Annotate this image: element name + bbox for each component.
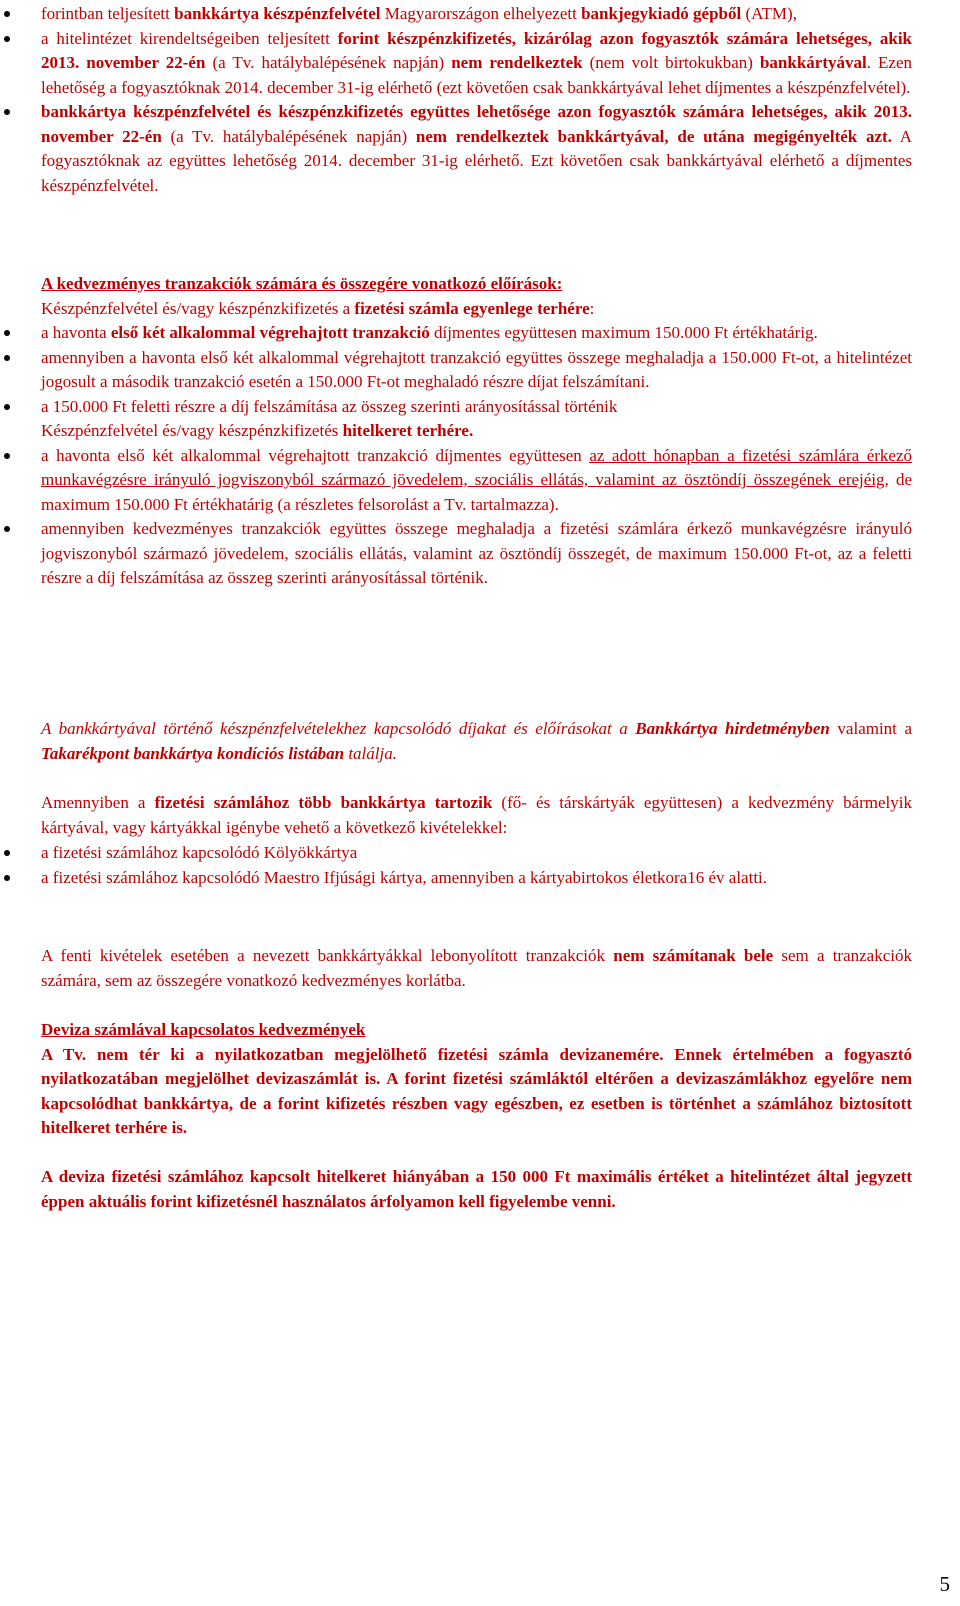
list-item [0, 841, 936, 866]
bullet-list-rules [0, 321, 936, 591]
text-run: fizetési számla egyenlege terhére [354, 298, 590, 318]
text-run: a havonta [41, 323, 111, 342]
text-run: forintban teljesített [41, 4, 175, 23]
text-run: a 150.000 Ft feletti részre a díj felszámítása az összeg szerinti arányosítással történik [41, 396, 618, 416]
list-item [0, 395, 936, 444]
text-run: a fizetési számlához kapcsolódó Maestro Ifjúsági kártya, amennyiben a kártyabirtokos életkora16 év alatti. [41, 867, 768, 887]
exceptions-paragraph [0, 944, 936, 993]
list-item [0, 2, 936, 27]
bullet-icon [4, 355, 10, 361]
text-run: valamint a [829, 719, 912, 738]
bullet-icon [4, 11, 10, 17]
list-item [0, 866, 936, 891]
text-run: (ATM), [741, 4, 797, 23]
section-transaction-rules [0, 272, 936, 321]
list-item [0, 444, 936, 518]
text-run: fizetési számlához több bankkártya tartozik [154, 793, 493, 812]
text-run: nem számítanak bele [613, 946, 774, 965]
text-run: : [589, 298, 595, 318]
multi-card-paragraph [0, 791, 936, 840]
text-run: (a Tv. hatálybalépésének napján) [205, 53, 452, 72]
text-run: a havonta első két alkalommal végrehajtott tranzakció díjmentes együttesen [41, 445, 590, 465]
text-run: munkavégzésre irányuló jogviszonyból származó jövedelem, szociális ellátás, valamint az ösztöndíj összegének erejéig, [41, 470, 889, 489]
text-run: Amennyiben a [41, 793, 155, 812]
text-run: a hitelintézet kirendeltségeiben teljesített [41, 28, 338, 48]
text-run: A bankkártyával történő készpénzfelvételekhez kapcsolódó díjakat és előírásokat a [41, 719, 636, 738]
text-run: Készpénzfelvétel és/vagy készpénzkifizetés a [41, 298, 355, 318]
bullet-icon [4, 875, 10, 881]
bullet-icon [4, 404, 10, 410]
section-body: A Tv. nem tér ki a nyilatkozatban megjelölhető fizetési számla devizanemére. Ennek értelmében a fogyasztó nyilatkozatában megjelölhet devizaszámlát is. A forint fizetési számláktól eltérően a devizaszámlákhoz egyelőre nem kapcsolódhat bankkártya, de a forint kifizetés részben vagy egészben, ez esetben is történhet a számlához biztosított hitelkeret terhére is. [41, 1044, 912, 1137]
text-run: bankkártyával [759, 53, 867, 72]
section-currency-accounts [0, 1018, 936, 1214]
text-run: Készpénzfelvétel és/vagy készpénzkifizetés [41, 421, 343, 440]
text-run: bankkártya készpénzfelvétel [174, 4, 381, 23]
text-run: nem rendelkeztek [451, 53, 583, 72]
bullet-icon [4, 109, 10, 115]
text-run: Bankkártya hirdetményben [635, 719, 830, 738]
text-run: A fenti kivételek esetében a nevezett bankkártyákkal lebonyolított tranzakciók [41, 946, 614, 965]
section-intro [0, 297, 936, 322]
text-run: (fő- és társkártyák együttesen) a kedvezmény bármelyik kártyával, vagy kártyákkal igénybe vehető a következő kivételekkel: [41, 793, 912, 837]
bullet-icon [4, 850, 10, 856]
text-run: hitelkeret terhére. [342, 421, 474, 440]
list-item [0, 346, 936, 395]
text-run: bankkártya készpénzfelvétel és készpénzkifizetés együttes lehetősége azon fogyasztók számára lehetséges, akik 2013. november 22-én [41, 102, 912, 146]
text-run: A fogyasztóknak az együttes lehetőség 2014. december 31-ig elérhető. Ezt követően csak bankkártyával elérhető a díjmentes készpénzfelvétel. [41, 126, 912, 195]
text-run: amennyiben kedvezményes tranzakciók együttes összege meghaladja a fizetési számlára érkező munkavégzésre irányuló jogviszonyból származó jövedelem, szociális ellátás, valamint az ösztöndíj összegét, de maximum 150.000 Ft-ot, az a feletti részre a díj felszámítása az összeg szerinti arányosítással történik. [41, 519, 912, 587]
text-run: találja. [344, 743, 397, 763]
text-run: a fizetési számlához kapcsolódó Kölyökkártya [41, 843, 358, 862]
text-run: az adott hónapban a fizetési számlára érkező [589, 445, 912, 465]
text-run: nem rendelkeztek bankkártyával, de utána megigényelték azt. [415, 126, 892, 146]
note-paragraph [0, 717, 936, 766]
multi-card-text [0, 791, 936, 840]
page-number: 5 [939, 1572, 950, 1596]
section-heading: A kedvezményes tranzakciók számára és összegére vonatkozó előírások: [41, 274, 563, 293]
list-item [0, 27, 936, 101]
text-run: Magyarországon elhelyezett [380, 4, 582, 23]
list-item [0, 100, 936, 198]
exceptions-text [0, 944, 936, 993]
text-run: forint készpénzkifizetés, kizárólag azon fogyasztók számára lehetséges, akik 2013. november 22-én [41, 28, 912, 72]
list-item [0, 517, 936, 591]
text-run: bankjegykiadó gépből [581, 4, 742, 23]
bullet-icon [4, 526, 10, 532]
text-run: de maximum 150.000 Ft értékhatárig (a részletes felsorolást a Tv. tartalmazza). [41, 470, 913, 514]
text-run: (nem volt birtokukban) [582, 53, 760, 72]
text-run: Takarékpont bankkártya kondíciós listában [41, 743, 345, 763]
note-text [0, 717, 936, 766]
bullet-list-exceptions [0, 841, 936, 890]
bullet-icon [4, 453, 10, 459]
text-run: amennyiben a havonta első két alkalommal végrehajtott tranzakció együttes összege meghaladja a 150.000 Ft-ot, a hitelintézet jogosult a második tranzakció esetén a 150.000 Ft-ot meghaladó részre díjat felszámítani. [41, 347, 912, 391]
text-run: sem a tranzakciók számára, sem az összegére vonatkozó kedvezményes korlátba. [41, 946, 912, 990]
text-run: . Ezen lehetőség a fogyasztóknak 2014. december 31-ig elérhető (ezt követően csak bankkártyával lehet díjmentes a készpénzfelvétel). [41, 53, 912, 97]
bullet-list-eligibility [0, 2, 936, 198]
text-run: (a Tv. hatálybalépésének napján) [161, 126, 416, 146]
bullet-icon [4, 330, 10, 336]
list-item [0, 321, 936, 346]
section-body-2: A deviza fizetési számlához kapcsolt hitelkeret hiányában a 150 000 Ft maximális értéket a hitelintézet által jegyzett éppen aktuális forint kifizetésnél használatos árfolyamon kell figyelembe venni. [41, 1167, 912, 1211]
text-run: díjmentes együttesen maximum 150.000 Ft értékhatárig. [429, 323, 818, 342]
bullet-icon [4, 36, 10, 42]
text-run: első két alkalommal végrehajtott tranzakció [110, 323, 430, 342]
section-heading: Deviza számlával kapcsolatos kedvezmények [41, 1020, 366, 1039]
